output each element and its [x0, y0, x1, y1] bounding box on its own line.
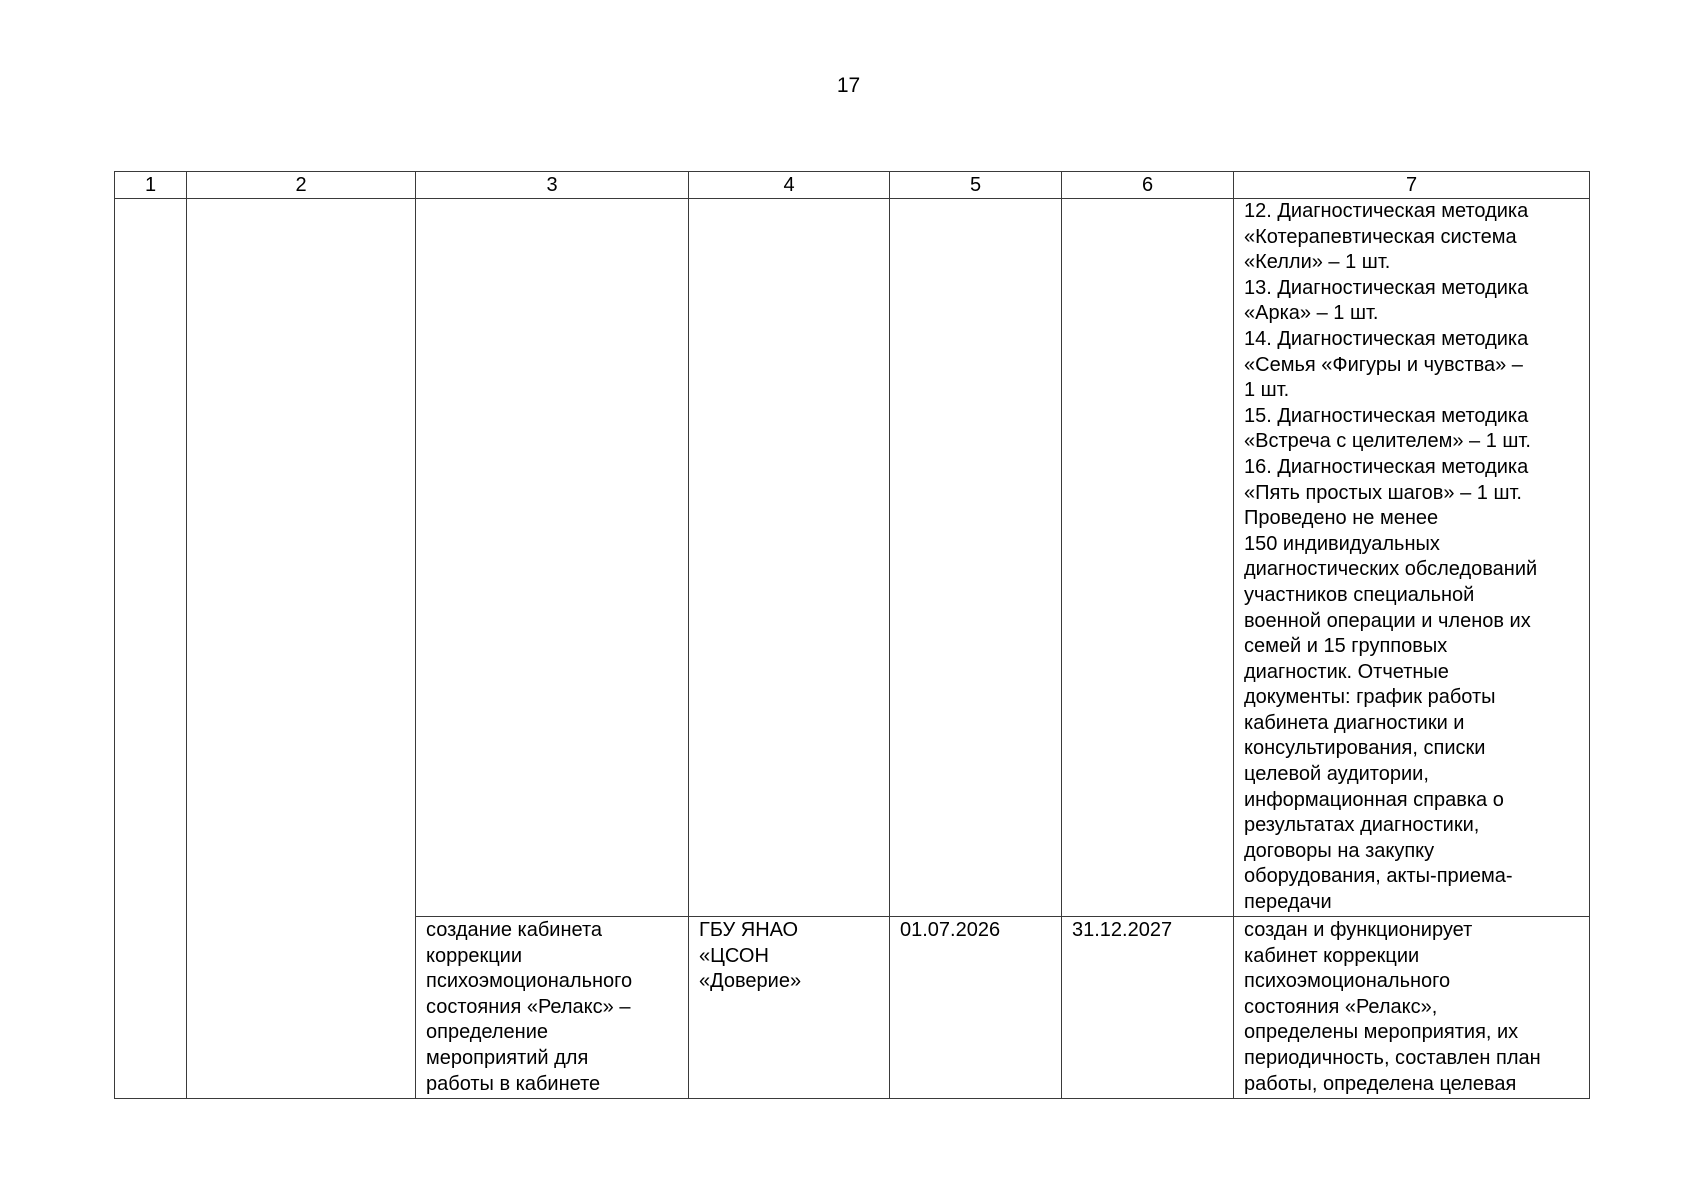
- activity-line: мероприятий для: [426, 1046, 589, 1069]
- result-line: документы: график работы: [1244, 686, 1496, 709]
- result-line: Проведено не менее: [1244, 507, 1439, 530]
- end-date: 31.12.2027: [1072, 919, 1173, 941]
- cell-col4-continued: [689, 199, 890, 917]
- cell-col5-continued: [890, 199, 1062, 917]
- result-line: 13. Диагностическая методика: [1244, 276, 1529, 299]
- cell-col3-continued: [416, 199, 689, 917]
- result-line: 1 шт.: [1244, 379, 1290, 402]
- cell-responsible: [689, 917, 890, 1099]
- start-date: 01.07.2026: [900, 919, 1001, 941]
- responsible-line: «Доверие»: [699, 970, 802, 993]
- column-header-7: 7: [1234, 172, 1590, 199]
- result-line: договоры на закупку: [1244, 839, 1435, 862]
- responsible-line: ГБУ ЯНАО: [699, 919, 799, 941]
- column-header-6: 6: [1062, 172, 1234, 199]
- activity-line: психоэмоционального: [426, 970, 633, 993]
- column-header-5: 5: [890, 172, 1062, 199]
- cell-col1-merged: [115, 199, 187, 1099]
- cell-col7-continued: [1234, 199, 1590, 917]
- result-line: диагностических обследований: [1244, 558, 1538, 581]
- result-line: создан и функционирует: [1244, 919, 1473, 941]
- result-line: информационная справка о: [1244, 788, 1504, 811]
- cell-result: [1234, 917, 1590, 1099]
- responsible-line: «ЦСОН: [699, 944, 769, 967]
- result-line: «Встреча с целителем» – 1 шт.: [1244, 430, 1531, 453]
- result-line: оборудования, акты-приема-: [1244, 865, 1513, 888]
- result-line: семей и 15 групповых: [1244, 635, 1448, 658]
- result-line: психоэмоционального: [1244, 970, 1451, 993]
- result-line: кабинет коррекции: [1244, 944, 1420, 967]
- result-line: целевой аудитории,: [1244, 763, 1429, 786]
- result-line: кабинета диагностики и: [1244, 711, 1465, 734]
- page-number: 17: [836, 74, 861, 97]
- result-line: определены мероприятия, их: [1244, 1021, 1519, 1044]
- result-line: «Келли» – 1 шт.: [1244, 251, 1391, 274]
- plan-table: [114, 171, 1590, 1099]
- activity-line: коррекции: [426, 944, 523, 967]
- result-line: военной операции и членов их: [1244, 609, 1531, 632]
- result-line: 16. Диагностическая методика: [1244, 455, 1529, 478]
- result-line: 14. Диагностическая методика: [1244, 327, 1529, 350]
- cell-start-date: [890, 917, 1062, 1099]
- result-line: периодичность, составлен план: [1244, 1046, 1541, 1069]
- column-header-1: 1: [115, 172, 187, 199]
- result-line: диагностик. Отчетные: [1244, 660, 1449, 683]
- result-line: «Котерапевтическая система: [1244, 225, 1517, 248]
- result-line: «Семья «Фигуры и чувства» –: [1244, 353, 1523, 376]
- result-line: 12. Диагностическая методика: [1244, 200, 1529, 222]
- result-line: консультирования, списки: [1244, 737, 1486, 760]
- column-header-4: 4: [689, 172, 890, 199]
- activity-line: состояния «Релакс» –: [426, 995, 631, 1018]
- result-line: состояния «Релакс»,: [1244, 995, 1438, 1018]
- result-line: работы, определена целевая: [1244, 1072, 1517, 1095]
- activity-line: создание кабинета: [426, 919, 603, 941]
- column-header-2: 2: [187, 172, 416, 199]
- cell-col2-merged: [187, 199, 416, 1099]
- activity-line: работы в кабинете: [426, 1072, 601, 1095]
- table-row-continued: [115, 199, 1590, 917]
- result-line: 150 индивидуальных: [1244, 532, 1440, 555]
- cell-end-date: [1062, 917, 1234, 1099]
- activity-line: определение: [426, 1021, 549, 1044]
- result-line: участников специальной: [1244, 583, 1475, 606]
- result-line: «Пять простых шагов» – 1 шт.: [1244, 481, 1522, 504]
- cell-activity: [416, 917, 689, 1099]
- result-line: 15. Диагностическая методика: [1244, 404, 1529, 427]
- result-line: результатах диагностики,: [1244, 814, 1480, 837]
- cell-col6-continued: [1062, 199, 1234, 917]
- header-row: [115, 172, 1590, 199]
- column-header-3: 3: [416, 172, 689, 199]
- result-line: «Арка» – 1 шт.: [1244, 302, 1379, 325]
- result-line: передачи: [1244, 891, 1332, 914]
